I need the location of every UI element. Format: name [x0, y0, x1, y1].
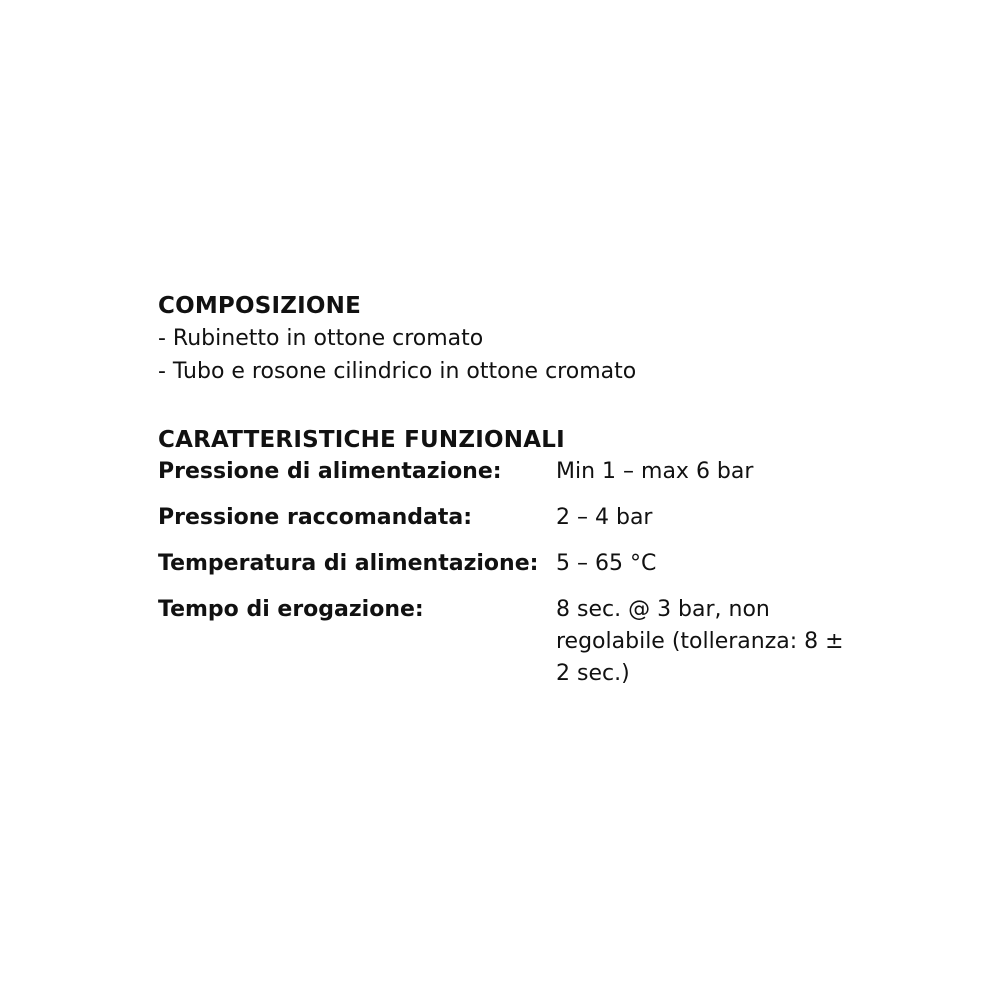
features-heading: CARATTERISTICHE FUNZIONALI: [158, 427, 565, 453]
spec-value: 8 sec. @ 3 bar, non regolabile (tolleranza: 8 ± 2 sec.): [556, 597, 844, 686]
spec-label: Temperatura di alimentazione:: [158, 551, 539, 576]
spec-value: 5 – 65 °C: [556, 551, 657, 576]
composition-item: - Rubinetto in ottone cromato: [158, 326, 484, 351]
spec-label: Pressione di alimentazione:: [158, 459, 502, 484]
spec-row: [158, 456, 858, 488]
spec-label: Tempo di erogazione:: [158, 597, 424, 622]
spec-value: Min 1 – max 6 bar: [556, 459, 754, 484]
spec-sheet: [158, 290, 858, 690]
spec-row: [158, 594, 858, 690]
spec-value: 2 – 4 bar: [556, 505, 653, 530]
composition-item: - Tubo e rosone cilindrico in ottone cromato: [158, 359, 637, 384]
spec-row: [158, 502, 858, 534]
spec-row: [158, 548, 858, 580]
section-spacer: [158, 388, 858, 424]
spec-label: Pressione raccomandata:: [158, 505, 473, 530]
composition-heading: COMPOSIZIONE: [158, 293, 361, 319]
